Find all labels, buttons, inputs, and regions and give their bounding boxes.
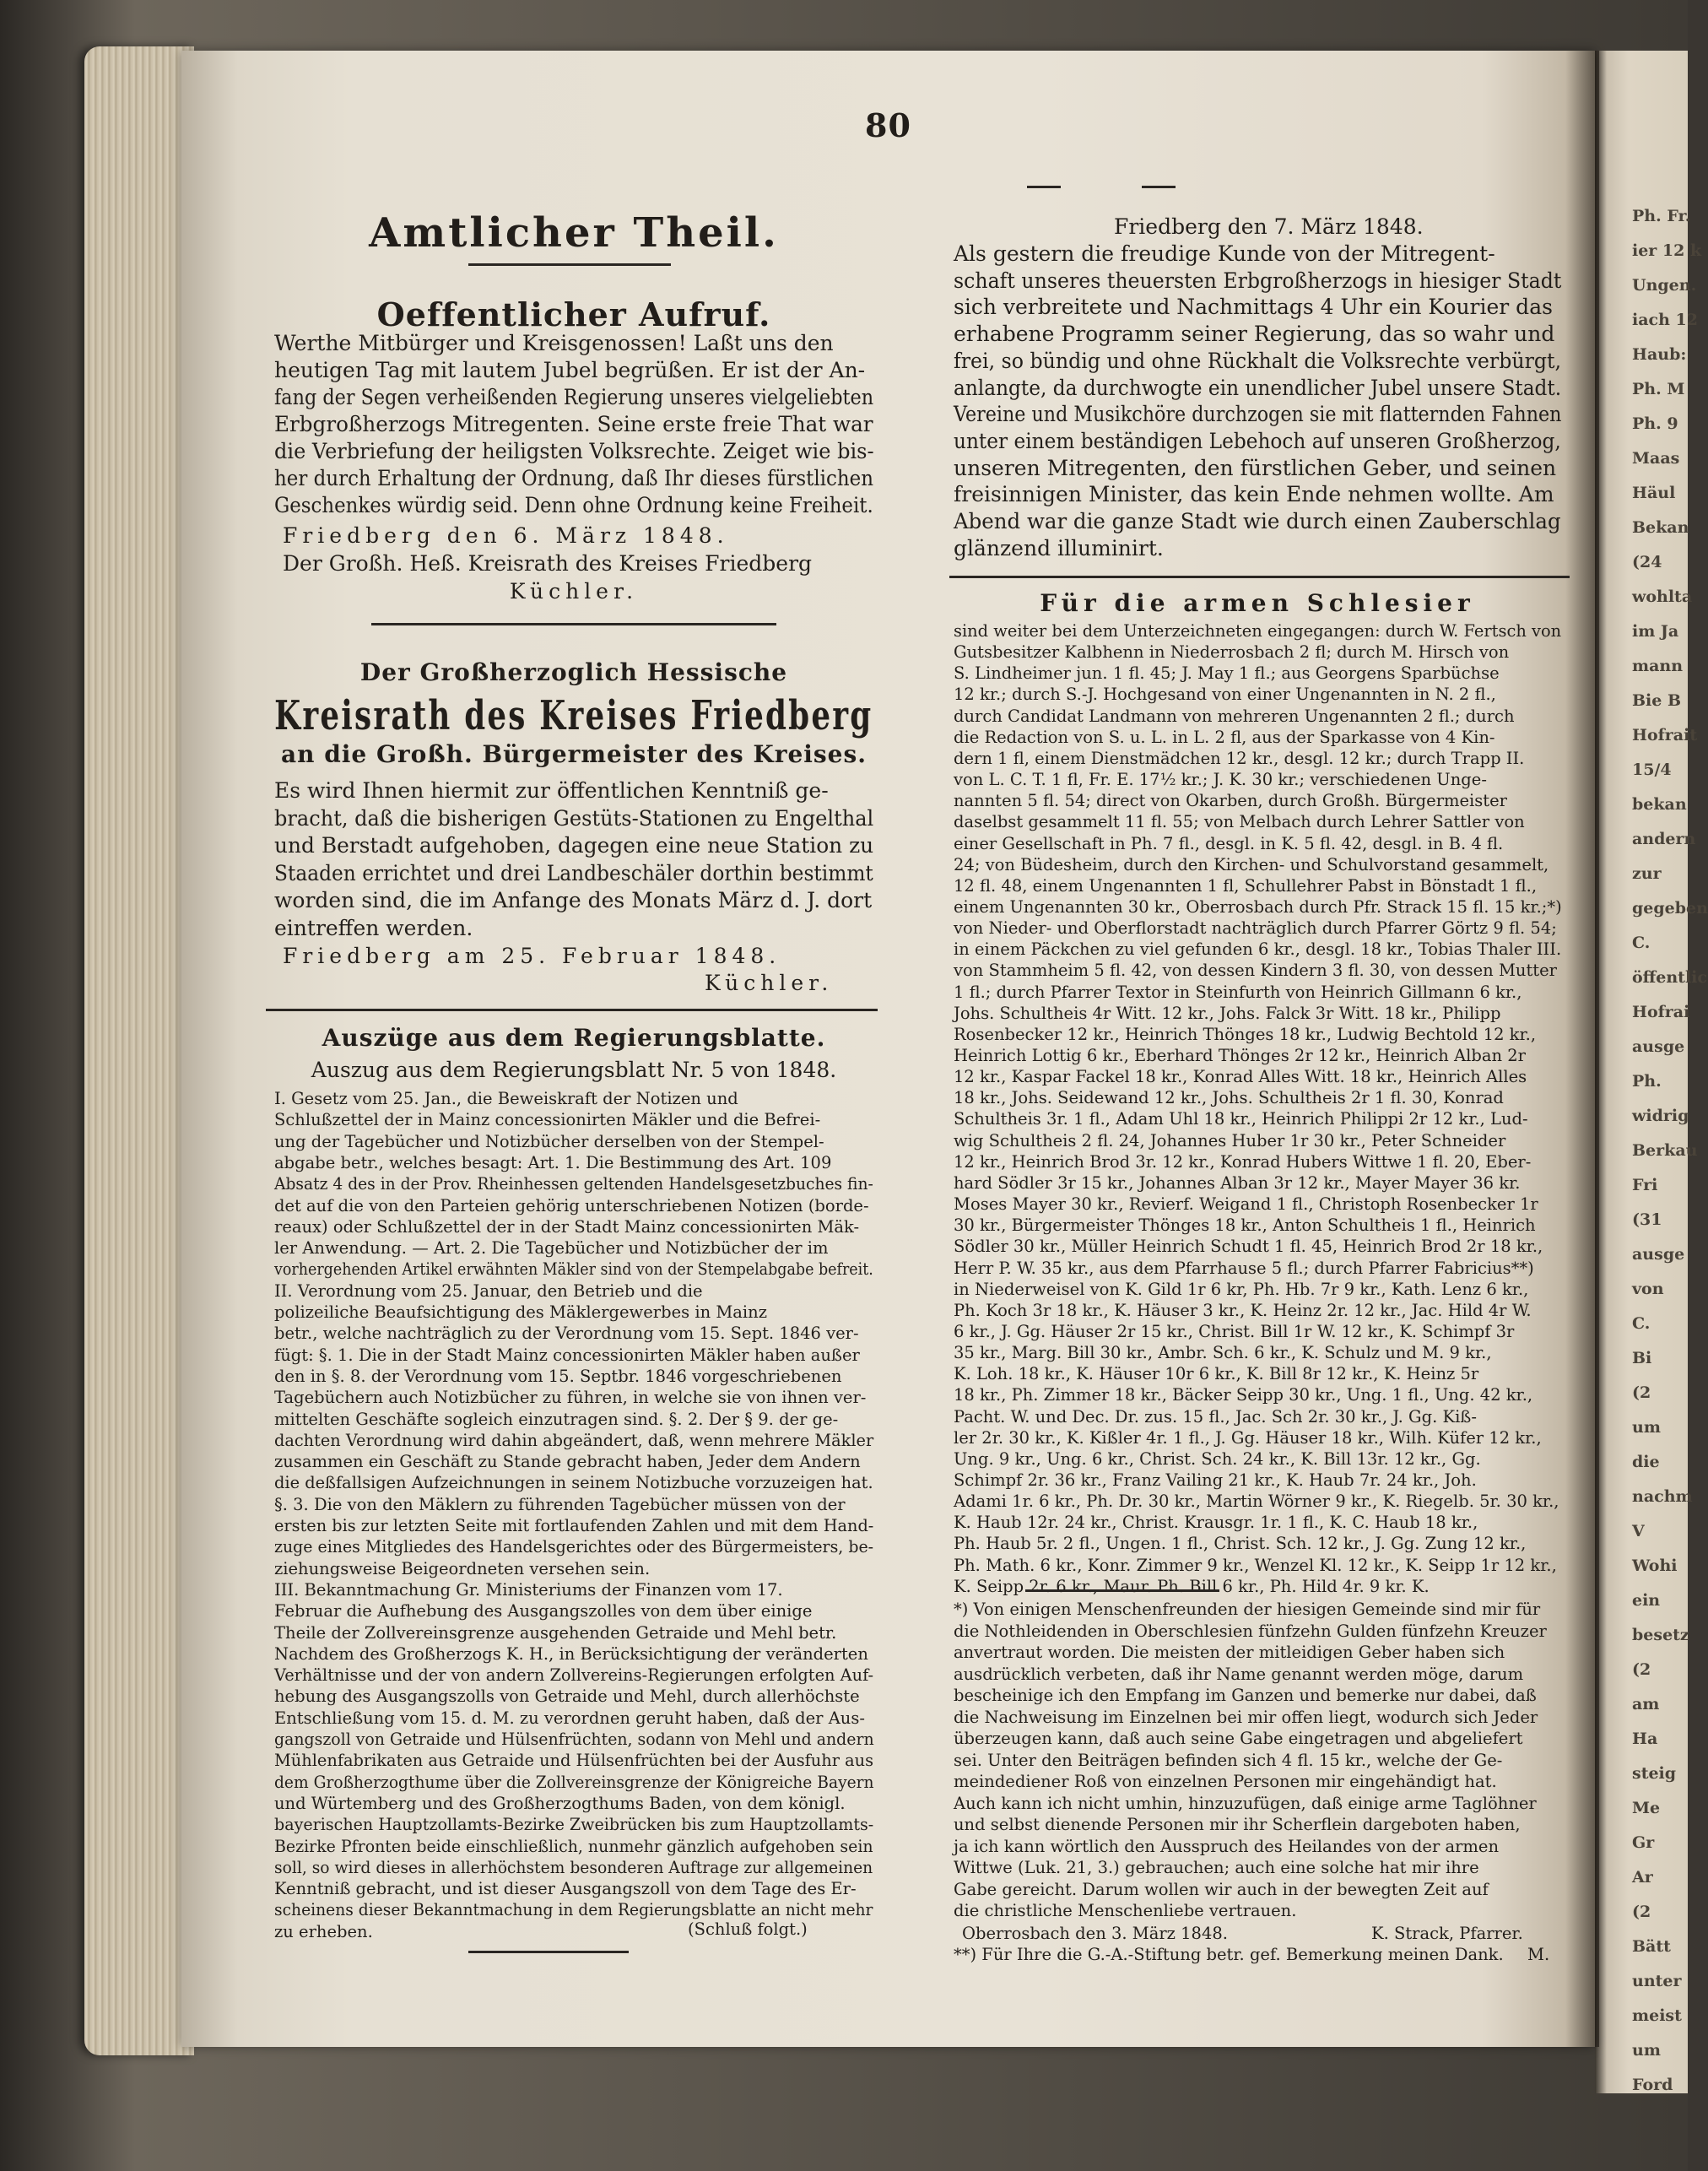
adjacent-page-fragment: (2 (1632, 1903, 1651, 1921)
report-text-line: sich verbreitete und Nachmittags 4 Uhr ein Kourier das (954, 295, 1553, 320)
adjacent-page-fragment: ein (1632, 1591, 1661, 1610)
donations-text-line: Adami 1r. 6 kr., Ph. Dr. 30 kr., Martin Wörner 9 kr., K. Riegelb. 5r. 30 kr., (954, 1492, 1559, 1512)
donations-text-line: 12 kr.; durch S.-J. Hochgesand von einer Ungenannten in N. 2 fl., (954, 685, 1496, 705)
donations-text-line: Pacht. W. und Dec. Dr. zus. 15 fl., Jac. Sch 2r. 30 kr., J. Gg. Kiß- (954, 1406, 1477, 1427)
adjacent-page-fragment: um (1632, 1418, 1661, 1437)
notice-signature: Küchler. (509, 579, 639, 604)
report-text-line: freisinnigen Minister, das kein Ende nehmen wollte. Am (954, 482, 1554, 507)
adjacent-page-fragment: Bekan (1632, 518, 1689, 537)
donations-text-line: sind weiter bei dem Unterzeichneten eingegangen: durch W. Fertsch von (954, 621, 1562, 641)
book-page-edges (84, 46, 194, 2055)
footnote-text-line: anvertraut worden. Die meisten der mitleidigen Geber haben sich (954, 1643, 1505, 1662)
excerpts-text-line: ler Anwendung. — Art. 2. Die Tagebücher und Notizbücher der im (274, 1238, 829, 1259)
adjacent-page-fragment: ausge (1632, 1245, 1685, 1264)
adjacent-page-fragment: um (1632, 2041, 1661, 2060)
excerpts-text-line: polizeiliche Beaufsichtigung des Mäklergewerbes in Mainz (274, 1302, 767, 1322)
footnote-text-line: ausdrücklich verbeten, daß ihr Name genannt werden möge, darum (954, 1664, 1524, 1684)
excerpts-text-line: Verhältnisse und der von andern Zollvereins-Regierungen erfolgten Auf- (274, 1665, 874, 1686)
adjacent-page-fragment: öffentlic (1632, 968, 1707, 987)
excerpts-text-line: fügt: §. 1. Die in der Stadt Mainz concessionirten Mäkler haben außer (274, 1345, 860, 1365)
notice-text-line: Werthe Mitbürger und Kreisgenossen! Laßt uns den (274, 331, 834, 355)
footnote-text-line: Auch kann ich nicht umhin, hinzuzufügen, daß einige arme Taglöhner (954, 1793, 1537, 1813)
donations-text-line: die Redaction von S. u. L. in L. 2 fl, aus der Sparkasse von 4 Kin- (954, 727, 1495, 747)
footnote-second-initial: M. (1527, 1945, 1550, 1964)
adjacent-page-fragment: Ph. 9 (1632, 414, 1678, 433)
adjacent-page-fragment: ier 12 k (1632, 241, 1702, 260)
page-gutter-shadow (1565, 51, 1599, 2047)
adjacent-page-fragment: unter (1632, 1972, 1682, 1990)
donations-text-line: 12 kr., Kaspar Fackel 18 kr., Konrad Alles Witt. 18 kr., Heinrich Alles (954, 1067, 1527, 1087)
excerpts-text-line: ersten bis zur letzten Seite mit fortlaufenden Zahlen und mit dem Hand- (274, 1516, 874, 1535)
footnote-text-line: Wittwe (Luk. 21, 3.) gebrauchen; auch eine solche hat mir ihre (954, 1858, 1479, 1877)
adjacent-page-fragment: (31 (1632, 1210, 1662, 1229)
excerpts-text-line: I. Gesetz vom 25. Jan., die Beweiskraft der Notizen und (274, 1089, 738, 1108)
section-title: Amtlicher Theil. (369, 209, 779, 257)
footnote-text-line: die Nachweisung im Einzelnen bei mir offen liegt, wodurch sich Jeder (954, 1707, 1538, 1727)
report-text-line: schaft unseres theuersten Erbgroßherzogs in hiesiger Stadt (954, 268, 1562, 293)
adjacent-page-fragment: am (1632, 1695, 1660, 1714)
report-divider (949, 576, 1570, 578)
notice2-text-line: Es wird Ihnen hiermit zur öffentlichen Kenntniß ge- (274, 778, 829, 803)
adjacent-page-fragment: C. (1632, 934, 1651, 952)
page-number: 80 (865, 106, 911, 144)
excerpts-text-line: Nachdem des Großherzogs K. H., in Berücksichtigung der veränderten (274, 1643, 868, 1664)
adjacent-page-fragment: (2 (1632, 1383, 1651, 1402)
adjacent-page-fragment: Ph. Fr. (1632, 207, 1691, 225)
donations-text-line: 35 kr., Marg. Bill 30 kr., Ambr. Sch. 6 kr., K. Schulz und M. 9 kr., (954, 1343, 1492, 1363)
adjacent-page-fragment: Ha (1632, 1730, 1658, 1748)
notice2-divider (266, 1009, 878, 1011)
excerpts-text-line: Tagebüchern auch Notizbücher zu führen, in welche sie von ihnen ver- (274, 1388, 867, 1408)
adjacent-page-fragment: Berkau (1632, 1141, 1698, 1160)
excerpts-text-line: §. 3. Die von den Mäklern zu führenden Tagebücher müssen von der (274, 1494, 846, 1514)
adjacent-page-fragment: Ph. M (1632, 380, 1685, 398)
notice2-title: Kreisrath des Kreises Friedberg (274, 692, 873, 739)
adjacent-page-fragment: im Ja (1632, 622, 1679, 641)
adjacent-page-fragment: (2 (1632, 1660, 1651, 1679)
footnote-text-line: sei. Unter den Beiträgen befinden sich 4 fl. 15 kr., welche der Ge- (954, 1750, 1503, 1770)
excerpts-title: Auszüge aus dem Regierungsblatte. (322, 1024, 826, 1052)
excerpts-text-line: reaux) oder Schlußzettel der in der Stadt Mainz concessionirten Mäk- (274, 1216, 860, 1237)
notice-text-line: heutigen Tag mit lautem Jubel begrüßen. Er ist der An- (274, 358, 866, 382)
donations-text-line: 18 kr., Johs. Seidewand 12 kr., Johs. Schultheis 2r 1 fl. 30, Konrad (954, 1088, 1504, 1108)
donations-text-line: 24; von Büdesheim, durch den Kirchen- und Schulvorstand gesammelt, (954, 854, 1549, 874)
adjacent-page-fragment: 15/4 (1632, 761, 1672, 779)
adjacent-page-fragment: gegeben (1632, 899, 1708, 918)
footnote-text-line: bescheinige ich den Empfang im Ganzen und bemerke nur dabei, daß (954, 1686, 1537, 1705)
donations-text-line: Schimpf 2r. 36 kr., Franz Vailing 21 kr., K. Haub 7r. 24 kr., Joh. (954, 1470, 1477, 1490)
notice2-text-line: eintreffen werden. (274, 915, 473, 940)
excerpts-text-line: Theile der Zollvereinsgrenze ausgehenden Getraide und Mehl betr. (274, 1622, 837, 1643)
donations-text-line: 30 kr., Bürgermeister Thönges 18 kr., Anton Schultheis 1 fl., Heinrich (954, 1215, 1536, 1236)
donations-text-line: Moses Mayer 30 kr., Revierf. Weigand 1 fl., Christoph Rosenbecker 1r (954, 1194, 1538, 1215)
donations-text-line: Ph. Haub 5r. 2 fl., Ungen. 1 fl., Christ. Sch. 12 kr., J. Gg. Zung 12 kr., (954, 1534, 1527, 1554)
donations-text-line: ler 2r. 30 kr., K. Kißler 4r. 1 fl., J. Gg. Häuser 18 kr., Wilh. Küfer 12 kr., (954, 1427, 1542, 1448)
adjacent-page-fragment: (24 (1632, 553, 1662, 571)
notice-text-line: her durch Erhaltung der Ordnung, daß Ihr dieses fürstlichen (274, 466, 874, 490)
report-text-line: frei, so bündig und ohne Rückhalt die Volksrechte verbürgt, (954, 348, 1562, 373)
notice2-text-line: und Berstadt aufgehoben, dagegen eine neue Station zu (274, 833, 874, 858)
notice2-text-line: bracht, daß die bisherigen Gestüts-Stationen zu Engelthal (274, 805, 874, 831)
donations-text-line: Ph. Math. 6 kr., Konr. Zimmer 9 kr., Wenzel Kl. 12 kr., K. Seipp 1r 12 kr., (954, 1555, 1557, 1575)
donations-footnote-rule (1025, 1589, 1219, 1592)
adjacent-page-fragment: Hofrai (1632, 1003, 1690, 1021)
footnote-text-line: und selbst dienende Personen mir ihr Scherflein dargeboten haben, (954, 1815, 1521, 1834)
adjacent-page-fragment: Hofrait (1632, 726, 1698, 744)
adjacent-page (1595, 51, 1708, 2094)
donations-text-line: Heinrich Lottig 6 kr., Eberhard Thönges 2r 12 kr., Heinrich Alban 2r (954, 1046, 1526, 1065)
excerpts-text-line: zusammen ein Geschäft zu Stande gebracht haben, Jeder dem Andern (274, 1452, 861, 1472)
donations-text-line: in einem Päckchen zu viel gefunden 6 kr., desgl. 18 kr., Tobias Thaler III. (954, 939, 1562, 960)
excerpts-text-line: II. Verordnung vom 25. Januar, den Betrieb und die (274, 1280, 703, 1301)
notice2-date: Friedberg am 25. Februar 1848. (283, 944, 781, 968)
excerpts-text-line: hebung des Ausgangszolls von Getraide und Mehl, durch allerhöchste (274, 1686, 860, 1707)
donations-text-line: 6 kr., J. Gg. Häuser 2r 15 kr., Christ. Bill 1r W. 12 kr., K. Schimpf 3r (954, 1321, 1515, 1341)
report-text-line: Abend war die ganze Stadt wie durch einen Zauberschlag (954, 509, 1561, 533)
adjacent-page-fragment: mann (1632, 657, 1684, 675)
notice1-divider (371, 623, 776, 625)
footnote-text-line: Gabe gereicht. Darum wollen wir auch in der bewegten Zeit auf (954, 1879, 1489, 1899)
excerpts-text-line: den in §. 8. der Verordnung vom 15. Septbr. 1846 vorgeschriebenen (274, 1366, 842, 1386)
donations-text-line: nannten 5 fl. 54; direct von Okarben, durch Großh. Bürgermeister (954, 791, 1507, 811)
adjacent-page-fragment: Bie B (1632, 691, 1682, 710)
adjacent-page-fragment: steig (1632, 1764, 1677, 1783)
donations-text-line: Herr P. W. 35 kr., aus dem Pfarrhause 5 fl.; durch Pfarrer Fabricius**) (954, 1258, 1534, 1278)
adjacent-page-fragment: zur (1632, 864, 1662, 883)
notice2-text-line: worden sind, die im Anfange des Monats März d. J. dort (274, 888, 873, 912)
notice-date: Friedberg den 6. März 1848. (283, 523, 729, 548)
donations-text-line: einem Ungenannten 30 kr., Oberrosbach durch Pfr. Strack 15 fl. 15 kr.;*) (954, 896, 1562, 917)
adjacent-page-fragment: Me (1632, 1799, 1661, 1817)
adjacent-page-fragment: Ford (1632, 2076, 1673, 2094)
adjacent-page-fragment: andern (1632, 830, 1696, 848)
excerpts-text-line: Mühlenfabrikaten aus Getraide und Hülsenfrüchten bei der Ausfuhr aus (274, 1751, 874, 1771)
excerpts-text-line: det auf die von den Parteien gehörig unterschriebenen Notizen (borde- (274, 1195, 869, 1215)
donations-text-line: S. Lindheimer jun. 1 fl. 45; J. May 1 fl.; aus Georgens Sparbüchse (954, 663, 1500, 684)
donations-text-line: Ung. 9 kr., Ung. 6 kr., Christ. Sch. 24 kr., K. Bill 13r. 12 kr., Gg. (954, 1448, 1481, 1469)
report-text-line: glänzend illuminirt. (954, 535, 1164, 560)
adjacent-page-fragment: iach 12 (1632, 311, 1698, 329)
donations-text-line: Schultheis 3r. 1 fl., Adam Uhl 18 kr., Heinrich Philippi 2r 12 kr., Lud- (954, 1109, 1528, 1129)
footnote-second-note: **) Für Ihre die G.-A.-Stiftung betr. gef. Bemerkung meinen Dank. (954, 1945, 1504, 1964)
report-text-line: anlangte, da durchwogte ein unendlicher Jubel unsere Stadt. (954, 375, 1562, 400)
excerpts-text-line: Entschließung vom 15. d. M. zu verordnen geruht haben, daß der Aus- (274, 1708, 865, 1728)
excerpts-text-line: Februar die Aufhebung des Ausgangszolles von dem über einige (274, 1601, 813, 1621)
excerpts-text-line: mittelten Geschäfte sogleich einzutragen sind. §. 2. Der § 9. der ge- (274, 1409, 839, 1429)
excerpts-text-line: gangszoll von Getraide und Hülsenfrüchten, sodann von Mehl und andern (274, 1730, 874, 1749)
donations-text-line: Södler 30 kr., Müller Heinrich Schudt 1 fl. 45, Heinrich Brod 2r 18 kr., (954, 1237, 1543, 1257)
excerpts-text-line: III. Bekanntmachung Gr. Ministeriums der Finanzen vom 17. (274, 1579, 783, 1600)
excerpts-text-line: Bezirke Pfronten beide einschließlich, nunmehr gänzlich aufgehoben sein (274, 1836, 873, 1856)
excerpts-text-line: soll, so wird dieses in allerhöchstem besonderen Auftrage zur allgemeinen (274, 1857, 873, 1877)
adjacent-page-fragment: widrig (1632, 1107, 1689, 1125)
footnote-text-line: die Nothleidenden in Oberschlesien fünfzehn Gulden fünfzehn Kreuzer (954, 1621, 1547, 1641)
adjacent-page-fragment: Fri (1632, 1176, 1658, 1194)
footnote-text-line: *) Von einigen Menschenfreunden der hiesigen Gemeinde sind mir für (954, 1600, 1541, 1619)
footnote-text-line: die christliche Menschenliebe vertrauen. (954, 1901, 1297, 1920)
donations-text-line: K. Loh. 18 kr., K. Häuser 10r 6 kr., K. Bill 8r 12 kr., K. Heinz 5r (954, 1364, 1479, 1384)
excerpts-text-line: Kenntniß gebracht, und ist dieser Ausgangszoll von dem Tage des Er- (274, 1879, 857, 1899)
adjacent-page-fragment: V (1632, 1522, 1645, 1540)
excerpts-text-line: die deßfallsigen Aufzeichnungen in seinem Notizbuche vorzuzeigen hat. (274, 1473, 873, 1493)
donations-text-line: dern 1 fl, einem Dienstmädchen 12 kr., desgl. 12 kr.; durch Trapp II. (954, 748, 1525, 768)
adjacent-page-fragment: meist (1632, 2006, 1682, 2025)
adjacent-page-fragment: Ungen. (1632, 276, 1697, 295)
excerpts-text-line: ung der Tagebücher und Notizbücher derselben von der Stempel- (274, 1131, 824, 1151)
report-text-line: erhabene Programm seiner Regierung, das so wahr und (954, 322, 1555, 347)
notice-text-line: fang der Segen verheißenden Regierung unseres vielgeliebten (274, 385, 874, 409)
donations-text-line: wig Schultheis 2 fl. 24, Johannes Huber 1r 30 kr., Peter Schneider (954, 1130, 1506, 1150)
page-number-ornament-left (1027, 186, 1061, 188)
report-dateline: Friedberg den 7. März 1848. (1114, 214, 1424, 239)
donations-text-line: Rosenbecker 12 kr., Heinrich Thönges 18 kr., Ludwig Bechtold 12 kr., (954, 1024, 1537, 1044)
end-ornament (468, 1951, 629, 1953)
excerpts-text-line: scheinens dieser Bekanntmachung in dem Regierungsblatte an nicht mehr (274, 1900, 873, 1920)
footnote-text-line: ja ich kann wörtlich den Ausspruch des Heilandes von der armen (954, 1836, 1500, 1856)
excerpts-text-line: zu erheben. (274, 1921, 373, 1941)
report-text-line: unseren Mitregenten, den fürstlichen Geber, und seinen (954, 455, 1557, 480)
adjacent-page-fragment: bekan (1632, 795, 1687, 814)
excerpts-text-line: vorhergehenden Artikel erwähnten Mäkler sind von der Stempelabgabe befreit. (274, 1259, 873, 1280)
donations-text-line: hard Södler 3r 15 kr., Johannes Alban 3r 12 kr., Mayer Mayer 36 kr. (954, 1172, 1521, 1193)
excerpts-text-line: dachten Verordnung wird dahin abgeändert, daß, wenn mehrere Mäkler (274, 1430, 874, 1450)
section-title-rule (468, 263, 671, 266)
continuation-note: (Schluß folgt.) (688, 1919, 808, 1939)
adjacent-page-fragment: besetz (1632, 1626, 1689, 1644)
donations-text-line: Johs. Schultheis 4r Witt. 12 kr., Johs. Falck 3r Witt. 18 kr., Philipp (954, 1003, 1501, 1023)
adjacent-page-fragment: Ar (1632, 1868, 1653, 1887)
donations-text-line: von L. C. T. 1 fl, Fr. E. 17½ kr.; J. K. 30 kr.; verschiedenen Unge- (954, 770, 1487, 790)
excerpts-text-line: Schlußzettel der in Mainz concessionirten Mäkler und die Befrei- (274, 1110, 821, 1130)
excerpts-text-line: bayerischen Hauptzollamts-Bezirke Zweibrücken bis zum Hauptzollamts- (274, 1815, 874, 1835)
footnote-sign-name: K. Strack, Pfarrer. (1371, 1924, 1523, 1943)
adjacent-page-fragment: C. (1632, 1314, 1651, 1333)
report-text-line: unter einem beständigen Lebehoch auf unseren Großherzog, (954, 428, 1561, 453)
donations-text-line: 1 fl.; durch Pfarrer Textor in Steinfurth von Heinrich Gillmann 6 kr., (954, 982, 1522, 1002)
donations-text-line: durch Candidat Landmann von mehreren Ungenannten 2 fl.; durch (954, 706, 1515, 726)
donations-text-line: K. Haub 12r. 24 kr., Christ. Krausgr. 1r. 1 fl., K. C. Haub 18 kr., (954, 1513, 1478, 1533)
excerpts-text-line: Absatz 4 des in der Prov. Rheinhessen geltenden Handelsgesetzbuches fin- (274, 1174, 873, 1194)
adjacent-page-fragment: Bi (1632, 1349, 1652, 1367)
donations-title: Für die armen Schlesier (1040, 589, 1475, 617)
donations-text-line: 12 kr., Heinrich Brod 3r. 12 kr., Konrad Hubers Wittwe 1 fl. 20, Eber- (954, 1151, 1532, 1172)
donations-text-line: 18 kr., Ph. Zimmer 18 kr., Bäcker Seipp 30 kr., Ung. 1 fl., Ung. 42 kr., (954, 1385, 1533, 1405)
adjacent-page-fragment: Maas (1632, 449, 1680, 468)
adjacent-page-fragment: Haub: (1632, 345, 1687, 364)
notice2-signature: Küchler. (705, 971, 834, 995)
excerpts-text-line: ziehungsweise Beigeordneten versehen sein. (274, 1558, 651, 1578)
donations-text-line: von Stammheim 5 fl. 42, von dessen Kindern 3 fl. 30, von dessen Mutter (954, 961, 1557, 981)
newspaper-page (181, 51, 1595, 2047)
donations-text-line: Ph. Koch 3r 18 kr., K. Häuser 3 kr., K. Heinz 2r. 12 kr., Jac. Hild 4r W. (954, 1300, 1532, 1320)
donations-text-line: einer Gesellschaft in Ph. 7 fl., desgl. in K. 5 fl. 42, desgl. in B. 4 fl. (954, 833, 1504, 853)
report-text-line: Vereine und Musikchöre durchzogen sie mit flatternden Fahnen (954, 402, 1562, 427)
excerpts-text-line: und Würtemberg und des Großherzogthums Baden, von dem königl. (274, 1793, 846, 1813)
notice-authority: Der Großh. Heß. Kreisrath des Kreises Friedberg (283, 551, 813, 576)
report-text-line: Als gestern die freudige Kunde von der Mitregent- (954, 241, 1495, 266)
adjacent-page-fragment: nachm (1632, 1487, 1693, 1506)
notice-title: Oeffentlicher Aufruf. (376, 295, 771, 333)
adjacent-page-fragment: von (1632, 1280, 1664, 1298)
excerpts-text-line: betr., welche nachträglich zu der Verordnung vom 15. Sept. 1846 ver- (274, 1324, 859, 1344)
adjacent-page-fragment: Häul (1632, 484, 1676, 502)
page-number-ornament-right (1142, 186, 1176, 188)
donations-text-line: von Nieder- und Oberflorstadt nachträglich durch Pfarrer Görtz 9 fl. 54; (954, 918, 1557, 939)
adjacent-page-fragment: die (1632, 1453, 1660, 1471)
donations-text-line: in Niederweisel von K. Gild 1r 6 kr, Ph. Hb. 7r 9 kr., Kath. Lenz 6 kr., (954, 1279, 1529, 1299)
adjacent-page-fragment: ausge (1632, 1037, 1685, 1056)
footnote-text-line: überzeugen kann, daß auch seine Gabe eingetragen und abgeliefert (954, 1729, 1523, 1748)
donations-text-line: Gutsbesitzer Kalbhenn in Niederrosbach 2 fl; durch M. Hirsch von (954, 642, 1510, 663)
adjacent-page-fragment: Wohi (1632, 1557, 1678, 1575)
donations-text-line: K. Seipp 2r. 6 kr., Maur. Ph. Bill 6 kr., Ph. Hild 4r. 9 kr. K. (954, 1576, 1430, 1596)
adjacent-page-fragment: wohlta (1632, 587, 1693, 606)
notice-text-line: Geschenkes würdig seid. Denn ohne Ordnung keine Freiheit. (274, 493, 873, 517)
notice2-heading: Der Großherzoglich Hessische (359, 658, 788, 686)
footnote-sign-place: Oberrosbach den 3. März 1848. (962, 1924, 1228, 1943)
donations-text-line: daselbst gesammelt 11 fl. 55; von Melbach durch Lehrer Sattler von (954, 812, 1525, 832)
notice2-subheading: an die Großh. Bürgermeister des Kreises. (280, 740, 868, 768)
excerpts-text-line: dem Großherzogthume über die Zollvereinsgrenze der Königreiche Bayern (274, 1772, 874, 1792)
excerpts-text-line: zuge eines Mitgliedes des Handelsgerichtes oder des Bürgermeisters, be- (274, 1537, 874, 1557)
notice-text-line: die Verbriefung der heiligsten Volksrechte. Zeiget wie bis- (274, 439, 874, 463)
footnote-text-line: meindediener Roß von einzelnen Personen mir eingehändigt hat. (954, 1772, 1497, 1791)
adjacent-page-fragment: Gr (1632, 1833, 1655, 1852)
excerpts-text-line: abgabe betr., welches besagt: Art. 1. Die Bestimmung des Art. 109 (274, 1152, 832, 1172)
donations-text-line: 12 fl. 48, einem Ungenannten 1 fl, Schullehrer Pabst in Bönstadt 1 fl., (954, 875, 1538, 896)
adjacent-page-fragment: Ph. (1632, 1072, 1662, 1091)
adjacent-page-fragment: Bätt (1632, 1937, 1671, 1956)
excerpts-subtitle: Auszug aus dem Regierungsblatt Nr. 5 von 1848. (311, 1058, 837, 1082)
notice2-text-line: Staaden errichtet und drei Landbeschäler dorthin bestimmt (274, 860, 873, 885)
notice-text-line: Erbgroßherzogs Mitregenten. Seine erste freie That war (274, 412, 873, 436)
